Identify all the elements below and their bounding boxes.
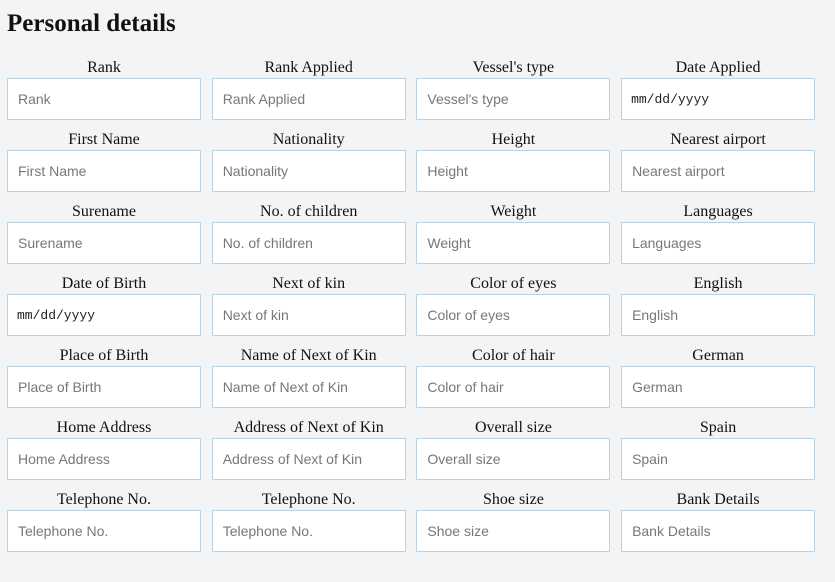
no-of-children-input[interactable] (212, 222, 406, 264)
date-applied-field-group (621, 58, 815, 120)
name-of-next-of-kin-input[interactable] (212, 366, 406, 408)
date-of-birth-label: Date of Birth (61, 275, 147, 292)
weight-field-group (416, 202, 610, 264)
page-title: Personal details (7, 10, 176, 37)
surename-label: Surename (72, 203, 136, 220)
next-of-kin-field-group (212, 274, 406, 336)
no-of-children-label: No. of children (260, 203, 358, 220)
german-input[interactable] (621, 366, 815, 408)
overall-size-field-group (416, 418, 610, 480)
nearest-airport-input[interactable] (621, 150, 815, 192)
date-of-birth-input[interactable] (7, 294, 201, 336)
spain-label: Spain (699, 419, 737, 436)
overall-size-input[interactable] (416, 438, 610, 480)
next-of-kin-label: Next of kin (272, 275, 346, 292)
languages-field-group (621, 202, 815, 264)
spain-input[interactable] (621, 438, 815, 480)
nearest-airport-field-group (621, 130, 815, 192)
height-field-group (416, 130, 610, 192)
english-field-group (621, 274, 815, 336)
telephone-no-input[interactable] (7, 510, 201, 552)
shoe-size-label: Shoe size (482, 491, 544, 508)
height-label: Height (491, 131, 536, 148)
bank-details-label: Bank Details (676, 491, 760, 508)
color-of-hair-input[interactable] (416, 366, 610, 408)
home-address-input[interactable] (7, 438, 201, 480)
nationality-input[interactable] (212, 150, 406, 192)
name-of-next-of-kin-field-group (212, 346, 406, 408)
spain-field-group (621, 418, 815, 480)
color-of-hair-label: Color of hair (472, 347, 555, 364)
english-input[interactable] (621, 294, 815, 336)
english-label: English (693, 275, 743, 292)
next-of-kin-input[interactable] (212, 294, 406, 336)
german-label: German (692, 347, 744, 364)
nationality-label: Nationality (272, 131, 345, 148)
weight-input[interactable] (416, 222, 610, 264)
home-address-label: Home Address (56, 419, 152, 436)
vessels-type-input[interactable] (416, 78, 610, 120)
surename-field-group (7, 202, 201, 264)
no-of-children-field-group (212, 202, 406, 264)
rank-applied-label: Rank Applied (264, 59, 353, 76)
bank-details-input[interactable] (621, 510, 815, 552)
shoe-size-field-group (416, 490, 610, 552)
telephone-no-2-field-group (212, 490, 406, 552)
first-name-field-group (7, 130, 201, 192)
place-of-birth-input[interactable] (7, 366, 201, 408)
telephone-no-field-group (7, 490, 201, 552)
german-field-group (621, 346, 815, 408)
date-applied-input[interactable] (621, 78, 815, 120)
color-of-eyes-input[interactable] (416, 294, 610, 336)
rank-input[interactable] (7, 78, 201, 120)
bank-details-field-group (621, 490, 815, 552)
first-name-input[interactable] (7, 150, 201, 192)
surename-input[interactable] (7, 222, 201, 264)
address-of-next-of-kin-label: Address of Next of Kin (233, 419, 384, 436)
vessels-type-label: Vessel's type (472, 59, 555, 76)
vessels-type-field-group (416, 58, 610, 120)
first-name-label: First Name (68, 131, 140, 148)
rank-field-group (7, 58, 201, 120)
rank-applied-input[interactable] (212, 78, 406, 120)
overall-size-label: Overall size (474, 419, 552, 436)
color-of-eyes-field-group (416, 274, 610, 336)
place-of-birth-label: Place of Birth (59, 347, 149, 364)
telephone-no-2-label: Telephone No. (261, 491, 356, 508)
shoe-size-input[interactable] (416, 510, 610, 552)
color-of-hair-field-group (416, 346, 610, 408)
weight-label: Weight (490, 203, 537, 220)
languages-label: Languages (683, 203, 753, 220)
nearest-airport-label: Nearest airport (670, 131, 766, 148)
address-of-next-of-kin-input[interactable] (212, 438, 406, 480)
rank-applied-field-group (212, 58, 406, 120)
personal-details-form (7, 58, 817, 552)
languages-input[interactable] (621, 222, 815, 264)
date-of-birth-field-group (7, 274, 201, 336)
height-input[interactable] (416, 150, 610, 192)
home-address-field-group (7, 418, 201, 480)
telephone-no-label: Telephone No. (57, 491, 151, 508)
date-applied-label: Date Applied (675, 59, 761, 76)
place-of-birth-field-group (7, 346, 201, 408)
address-of-next-of-kin-field-group (212, 418, 406, 480)
color-of-eyes-label: Color of eyes (470, 275, 557, 292)
telephone-no-2-input[interactable] (212, 510, 406, 552)
nationality-field-group (212, 130, 406, 192)
rank-label: Rank (87, 59, 121, 76)
name-of-next-of-kin-label: Name of Next of Kin (240, 347, 377, 364)
